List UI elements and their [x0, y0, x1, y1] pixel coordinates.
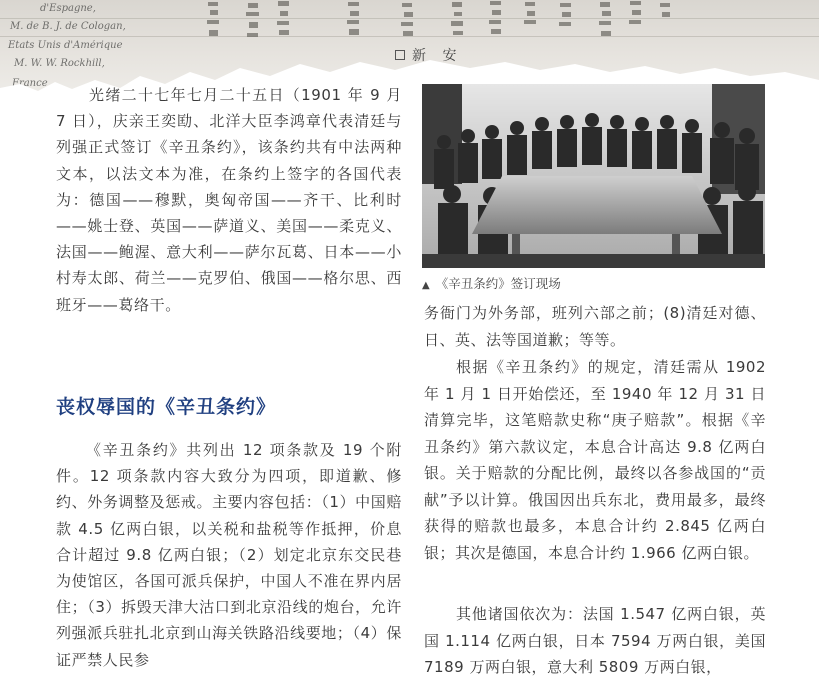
manuscript-text-line: M. W. W. Rockhill, [14, 58, 105, 69]
manuscript-text-line: France [12, 78, 48, 89]
photo-caption [422, 274, 561, 292]
section-title: 丧权辱国的《辛丑条约》 [56, 396, 277, 418]
body-paragraph: 《辛丑条约》共列出 12 项条款及 19 个附件。12 项条款内容大致分为四项，即道歉、修约、外务调整及惩戒。主要内容包括：（1）中国赔款 4.5 亿两白银，以关税和盐税等作抵押，价息合计超过 9.8 亿两白银；（2）划定北京东交民巷为使馆区，各国可派兵保护，中国人不准在界内居住；（3）拆毁天津大沽口到北京沿线的炮台，允许列强派兵驻扎北京到山海关铁路沿线要地；（4）保证严禁人民参 [56, 441, 402, 669]
right-paragraph-1: 务衙门为外务部，班列六部之前；(8)清廷对德、日、英、法等国道歉；等等。 [424, 304, 766, 349]
photo-illustration [422, 84, 765, 268]
manuscript-chinese-columns [190, 0, 790, 60]
right-paragraph-3: 其他诸国依次为：法国 1.547 亿两白银，英国 1.114 亿两白银，日本 7594 万两白银，美国 7189 万两白银，意大利 5809 万两白银， [424, 605, 766, 676]
right-paragraph-2: 根据《辛丑条约》的规定，清廷需从 1902 年 1 月 1 日开始偿还，至 1940 年 12 月 31 日清算完毕，这笔赔款史称“庚子赔款”。根据《辛丑条约》第六款议定，本息合计高达 9.8 亿两白银。关于赔款的分配比例，最终以各参战国的“贡献”予以计算。俄国因出兵东北，费用最多，最终获得的赔款也最多，本息合计约 2.845 亿两白银；其次是德国，本息合计约 1.966 亿两白银。 [424, 358, 766, 562]
manuscript-text-line: Etats Unis d'Amérique [8, 40, 123, 51]
photo-caption-text: 《辛丑条约》签订现场 [435, 276, 561, 291]
triangle-icon: ▲ [422, 280, 430, 291]
manuscript-text-line: M. de B. J. de Cologan, [10, 21, 126, 32]
section-label: 新 安 [412, 48, 463, 64]
manuscript-text-line: d'Espagne, [40, 3, 96, 14]
treaty-signing-photo [422, 84, 765, 268]
section-marker-icon [395, 50, 405, 60]
intro-paragraph: 光绪二十七年七月二十五日（1901 年 9 月 7 日），庆亲王奕劻、北洋大臣李鸿章代表清廷与列强正式签订《辛丑条约》，该条约共有中法两种文本，以法文本为准，在条约上签字的各国代表为：德国——穆默，奥匈帝国——齐干、比利时——姚士登、英国——萨道义、美国——柔克义、法国——鲍渥、意大利——萨尔瓦葛、日本——小村寿太郎、荷兰——克罗伯、俄国——格尔思、西班牙——葛络干。 [56, 86, 402, 314]
